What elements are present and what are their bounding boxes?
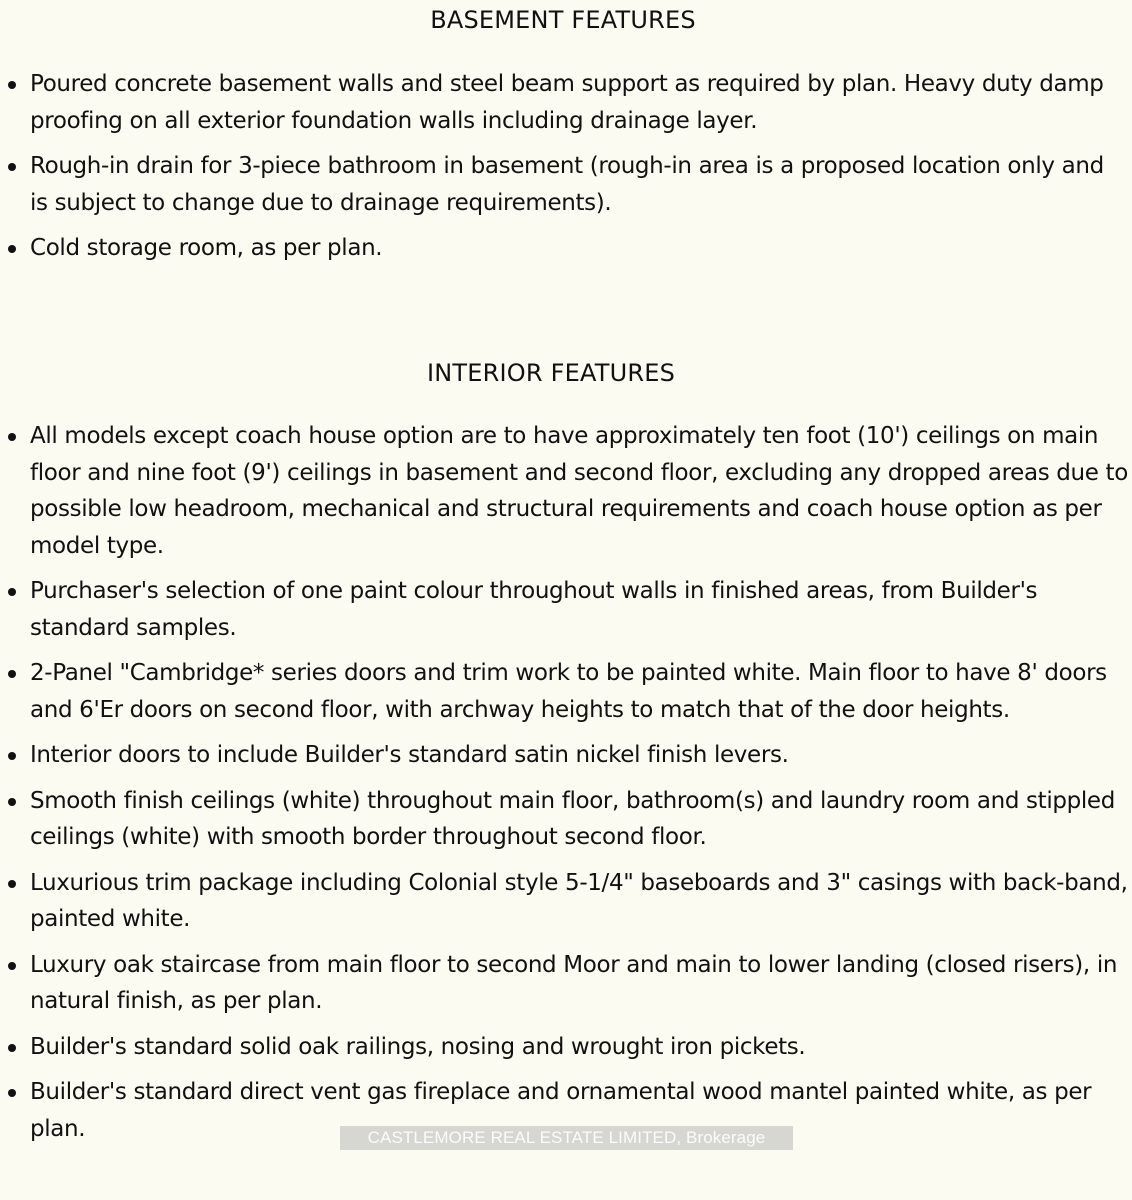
list-item [0, 418, 1132, 564]
interior-feature-text: Builder's standard direct vent gas fireplace and ornamental wood mantel painted white, as per plan. [30, 1079, 1092, 1142]
list-item [0, 655, 1132, 728]
basement-features-heading: BASEMENT FEATURES [430, 6, 696, 34]
interior-features-list [0, 418, 1132, 1156]
interior-feature-text: Luxury oak staircase from main floor to second Moor and main to lower landing (closed risers), in natural finish, as per plan. [30, 951, 1118, 1014]
interior-feature-text: Smooth finish ceilings (white) throughout main floor, bathroom(s) and laundry room and stippled ceilings (white) with smooth border throughout second floor. [30, 787, 1115, 850]
bullet-icon [8, 1089, 16, 1097]
basement-features-list [0, 66, 1132, 276]
list-item [0, 230, 1132, 267]
basement-feature-text: Cold storage room, as per plan. [30, 235, 383, 261]
list-item [0, 783, 1132, 856]
list-item [0, 148, 1132, 221]
list-item [0, 865, 1132, 938]
bullet-icon [8, 752, 16, 760]
bullet-icon [8, 1044, 16, 1052]
bullet-icon [8, 962, 16, 970]
interior-feature-text: Interior doors to include Builder's standard satin nickel finish levers. [30, 742, 789, 768]
bullet-icon [8, 798, 16, 806]
interior-features-heading: INTERIOR FEATURES [426, 359, 676, 387]
list-item [0, 573, 1132, 646]
brokerage-watermark: CASTLEMORE REAL ESTATE LIMITED, Brokerage [340, 1126, 793, 1150]
interior-feature-text: 2-Panel "Cambridge* series doors and trim work to be painted white. Main floor to have 8' doors and 6'Er doors on second floor, with archway heights to match that of the door heights. [30, 660, 1107, 723]
interior-feature-text: Purchaser's selection of one paint colour throughout walls in finished areas, from Builder's standard samples. [30, 578, 1038, 641]
interior-feature-text: Builder's standard solid oak railings, nosing and wrought iron pickets. [30, 1033, 806, 1060]
bullet-icon [8, 245, 16, 253]
list-item [0, 947, 1132, 1020]
bullet-icon [8, 880, 16, 888]
basement-feature-text: Rough-in drain for 3-piece bathroom in basement (rough-in area is a proposed location only and is subject to change due to drainage requirements). [30, 153, 1104, 216]
bullet-icon [8, 588, 16, 596]
list-item [0, 1029, 1132, 1066]
bullet-icon [8, 433, 16, 441]
bullet-icon [8, 670, 16, 678]
basement-feature-text: Poured concrete basement walls and steel beam support as required by plan. Heavy duty damp proofing on all exterior foundation walls including drainage layer. [30, 71, 1104, 134]
list-item [0, 737, 1132, 774]
bullet-icon [8, 163, 16, 171]
list-item [0, 66, 1132, 139]
interior-feature-text: Luxurious trim package including Colonial style 5-1/4" baseboards and 3" casings with back-band, painted white. [30, 869, 1128, 932]
bullet-icon [8, 81, 16, 89]
interior-feature-text: All models except coach house option are to have approximately ten foot (10') ceilings on main floor and nine foot (9') ceilings in basement and second floor, excluding any dropped areas due to possible low headroom, mechanical and structural requirements and coach house option as per model type. [30, 423, 1128, 559]
